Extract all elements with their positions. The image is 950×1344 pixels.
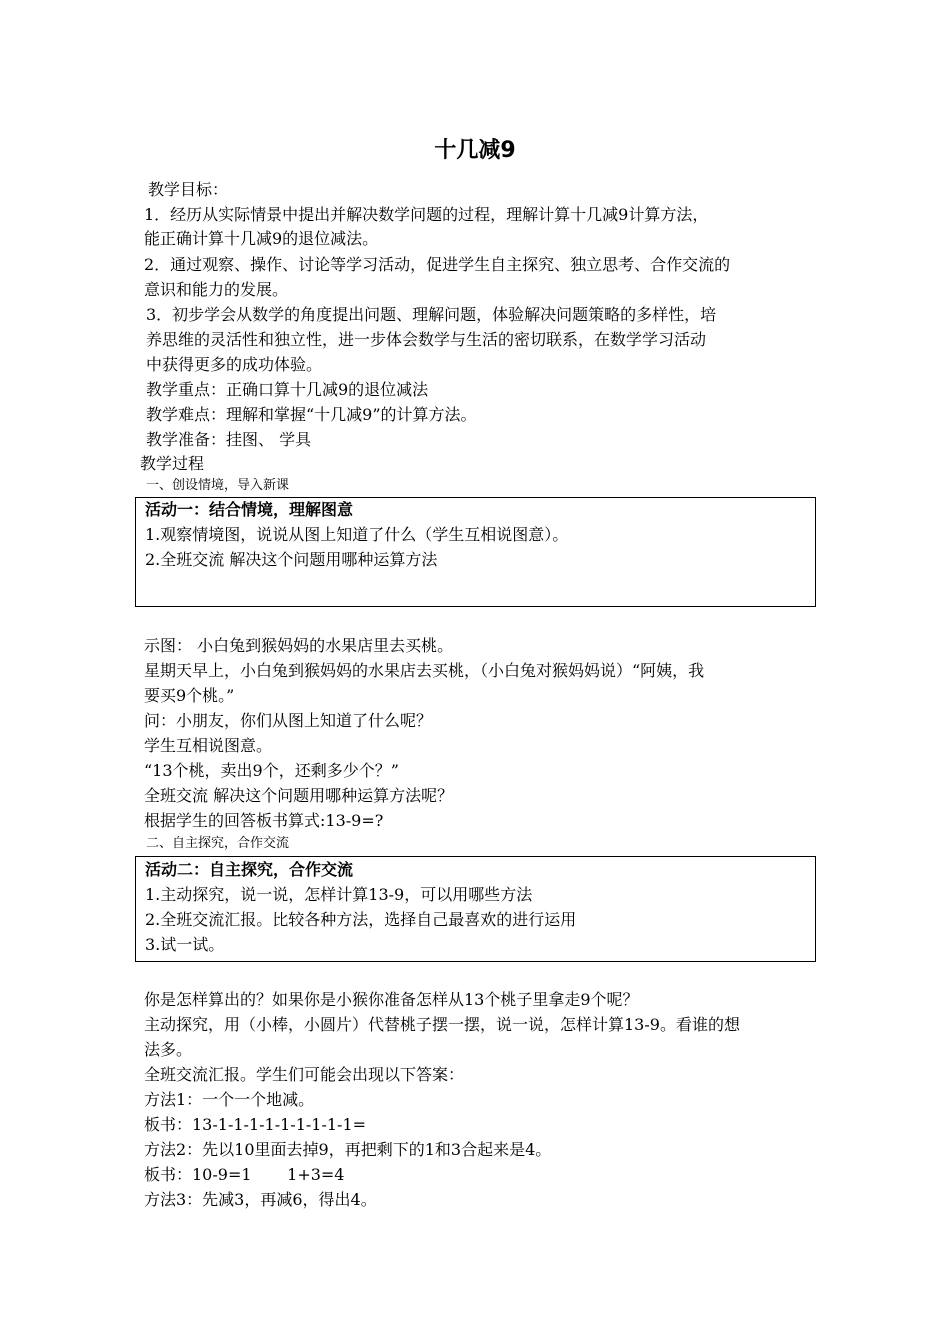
explore-line-4: 全班交流汇报。学生们可能会出现以下答案： — [144, 1065, 465, 1084]
explore-line-3: 法多。 — [144, 1040, 193, 1059]
board-2: 板书：10-9=1 1+3=4 — [144, 1165, 345, 1184]
activity-1-box — [135, 497, 816, 607]
scene-line-1: 示图： 小白兔到猴妈妈的水果店里去买桃。 — [144, 636, 454, 655]
objective-1-line-1: 1．经历从实际情景中提出并解决数学问题的过程，理解计算十几减9计算方法， — [144, 205, 709, 224]
activity-1-line-2: 2.全班交流 解决这个问题用哪种运算方法 — [145, 550, 438, 569]
scene-line-2: 星期天早上，小白兔到猴妈妈的水果店去买桃，（小白兔对猴妈妈说）“阿姨，我 — [144, 661, 705, 680]
activity-2-line-3: 3.试一试。 — [145, 935, 225, 954]
activity-2-title: 活动二：自主探究，合作交流 — [145, 860, 354, 879]
method-1: 方法1：一个一个地减。 — [144, 1090, 315, 1109]
difficulty: 教学难点：理解和掌握“十几减9”的计算方法。 — [146, 405, 477, 424]
objective-2-line-1: 2．通过观察、操作、讨论等学习活动，促进学生自主探究、独立思考、合作交流的 — [144, 255, 731, 274]
scene-line-4: 问：小朋友，你们从图上知道了什么呢？ — [144, 711, 433, 730]
method-3: 方法3：先减3，再减6，得出4。 — [144, 1190, 377, 1209]
board-1: 板书：13-1-1-1-1-1-1-1-1-1= — [144, 1115, 367, 1134]
preparation: 教学准备：挂图、 学具 — [146, 430, 312, 449]
explore-line-2: 主动探究，用（小棒，小圆片）代替桃子摆一摆，说一说，怎样计算13-9。看谁的想 — [144, 1015, 740, 1034]
objective-3-line-3: 中获得更多的成功体验。 — [146, 355, 323, 374]
scene-line-8: 根据学生的回答板书算式:13-9=? — [144, 811, 384, 830]
scene-line-6: “13个桃，卖出9个，还剩多少个？” — [144, 761, 399, 780]
key-point: 教学重点：正确口算十几减9的退位减法 — [146, 380, 429, 399]
activity-1-line-1: 1.观察情境图，说说从图上知道了什么（学生互相说图意）。 — [145, 525, 569, 544]
scene-line-7: 全班交流 解决这个问题用哪种运算方法呢？ — [144, 786, 454, 805]
objective-3-line-2: 养思维的灵活性和独立性，进一步体会数学与生活的密切联系，在数学学习活动 — [146, 330, 707, 349]
activity-2-line-1: 1.主动探究，说一说，怎样计算13-9，可以用哪些方法 — [145, 885, 533, 904]
activity-2-line-2: 2.全班交流汇报。比较各种方法，选择自己最喜欢的进行运用 — [145, 910, 577, 929]
scene-line-5: 学生互相说图意。 — [144, 736, 273, 755]
activity-2-box — [135, 856, 816, 962]
process-heading: 教学过程 — [140, 454, 205, 473]
scene-line-3: 要买9个桃。” — [144, 686, 235, 705]
objective-2-line-2: 意识和能力的发展。 — [144, 280, 289, 299]
page-title: 十几减9 — [434, 138, 516, 163]
explore-line-1: 你是怎样算出的？如果你是小猴你准备怎样从13个桃子里拿走9个呢？ — [144, 990, 639, 1009]
objective-3-line-1: 3．初步学会从数学的角度提出问题、理解问题，体验解决问题策略的多样性，培 — [146, 305, 717, 324]
section-2-heading: 二、自主探究，合作交流 — [146, 836, 290, 851]
section-1-heading: 一、创设情境，导入新课 — [146, 478, 290, 493]
objective-1-line-2: 能正确计算十几减9的退位减法。 — [144, 229, 379, 248]
objectives-heading: 教学目标： — [148, 180, 229, 199]
method-2: 方法2：先以10里面去掉9，再把剩下的1和3合起来是4。 — [144, 1140, 552, 1159]
activity-1-title: 活动一：结合情境，理解图意 — [145, 500, 354, 519]
